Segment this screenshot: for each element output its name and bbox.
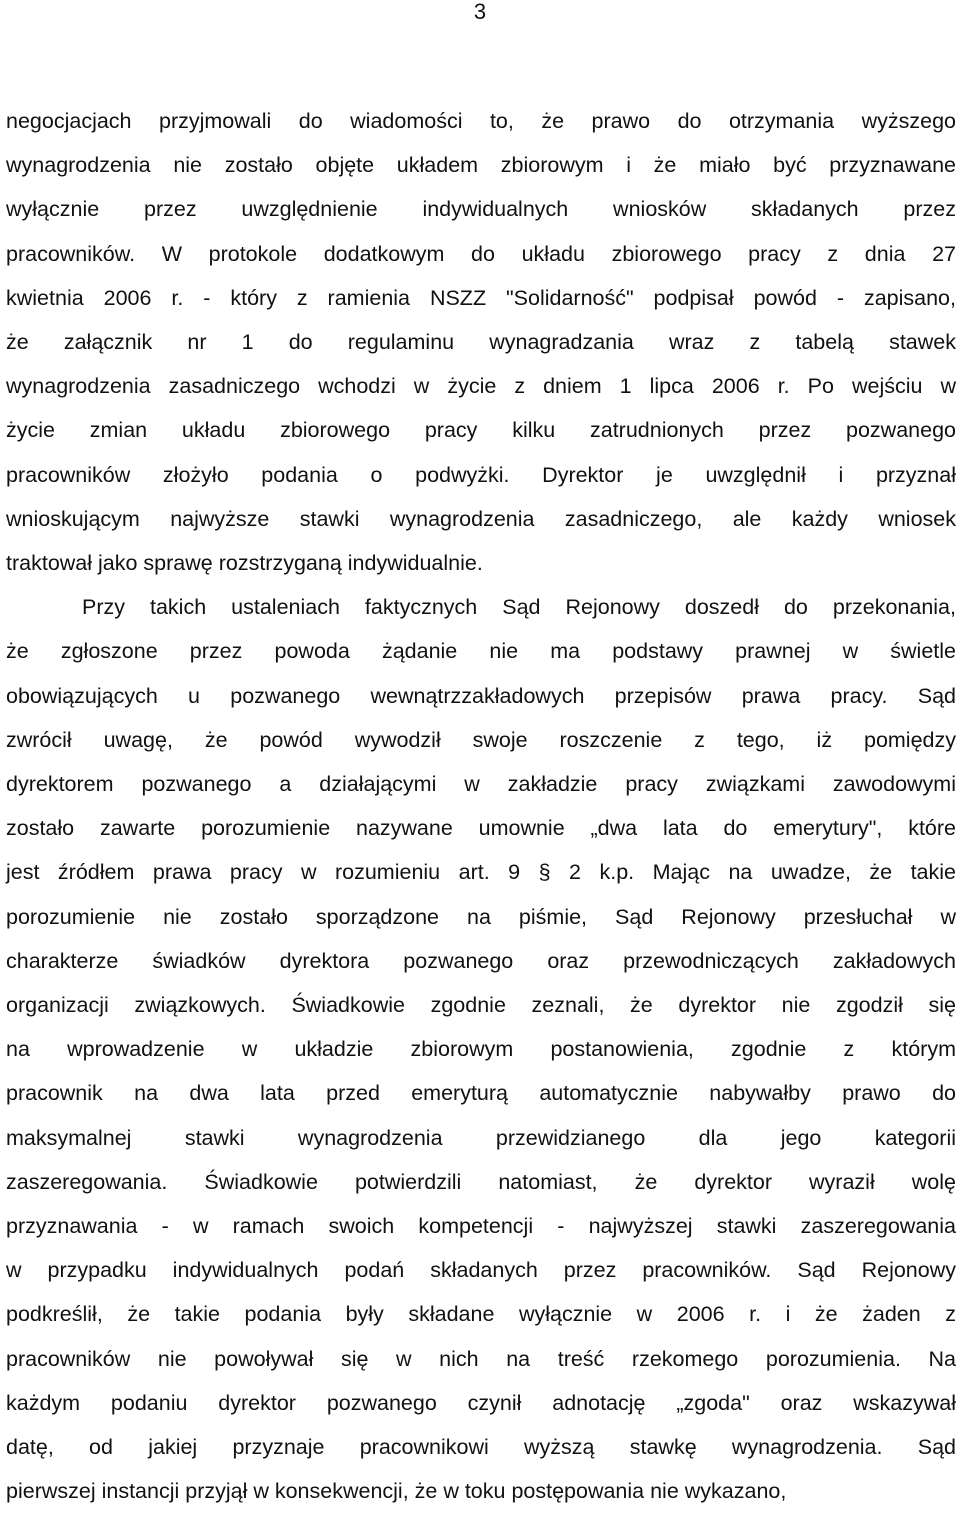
text-line: wyłącznie przez uwzględnienie indywidualnych wniosków składanych przez bbox=[6, 197, 956, 222]
text-line: porozumienie nie zostało sporządzone na piśmie, Sąd Rejonowy przesłuchał w bbox=[6, 904, 956, 929]
text-line: wnioskującym najwyższe stawki wynagrodzenia zasadniczego, ale każdy wniosek bbox=[6, 506, 956, 531]
text-line: pracowników nie powoływał się w nich na treść rzekomego porozumienia. Na bbox=[6, 1346, 956, 1371]
text-line: każdym podaniu dyrektor pozwanego czynił adnotację „zgoda" oraz wskazywał bbox=[6, 1390, 956, 1415]
text-line: że załącznik nr 1 do regulaminu wynagradzania wraz z tabelą stawek bbox=[6, 330, 956, 355]
text-line: wynagrodzenia zasadniczego wchodzi w życie z dniem 1 lipca 2006 r. Po wejściu w bbox=[6, 374, 956, 399]
text-line: w przypadku indywidualnych podań składanych przez pracowników. Sąd Rejonowy bbox=[6, 1258, 956, 1283]
text-line: obowiązujących u pozwanego wewnątrzzakładowych przepisów prawa pracy. Sąd bbox=[6, 683, 956, 708]
text-line: negocjacjach przyjmowali do wiadomości to, że prawo do otrzymania wyższego bbox=[6, 109, 956, 133]
text-line: życie zmian układu zbiorowego pracy kilku zatrudnionych przez pozwanego bbox=[6, 418, 956, 443]
text-line: podkreślił, że takie podania były składane wyłącznie w 2006 r. i że żaden z bbox=[6, 1302, 956, 1327]
text-line: pracowników złożyło podania o podwyżki. Dyrektor je uwzględnił i przyznał bbox=[6, 462, 956, 487]
text-line: że zgłoszone przez powoda żądanie nie ma podstawy prawnej w świetle bbox=[6, 639, 956, 664]
text-line: pierwszej instancji przyjął w konsekwencji, że w toku postępowania nie wykazano, bbox=[6, 1479, 787, 1504]
text-line: jest źródłem prawa pracy w rozumieniu art. 9 § 2 k.p. Mając na uwadze, że takie bbox=[6, 860, 956, 885]
paragraph bbox=[6, 585, 956, 1513]
text-line: wynagrodzenia nie zostało objęte układem zbiorowym i że miało być przyznawane bbox=[6, 153, 956, 178]
text-line: maksymalnej stawki wynagrodzenia przewidzianego dla jego kategorii bbox=[6, 1125, 956, 1150]
page-number: 3 bbox=[473, 0, 487, 24]
text-line: charakterze świadków dyrektora pozwanego oraz przewodniczących zakładowych bbox=[6, 948, 956, 973]
text-line: pracownik na dwa lata przed emeryturą automatycznie nabywałby prawo do bbox=[6, 1081, 956, 1106]
text-line: dyrektorem pozwanego a działającymi w zakładzie pracy związkami zawodowymi bbox=[6, 772, 956, 797]
paragraph bbox=[6, 99, 956, 585]
document-body bbox=[6, 99, 956, 1514]
text-line: Przy takich ustaleniach faktycznych Sąd Rejonowy doszedł do przekonania, bbox=[82, 595, 956, 620]
text-line: zostało zawarte porozumienie nazywane umownie „dwa lata do emerytury", które bbox=[6, 816, 956, 841]
text-line: traktował jako sprawę rozstrzyganą indywidualnie. bbox=[6, 551, 483, 576]
text-line: na wprowadzenie w układzie zbiorowym postanowienia, zgodnie z którym bbox=[6, 1037, 956, 1062]
text-line: kwietnia 2006 r. - który z ramienia NSZZ "Solidarność" podpisał powód - zapisano, bbox=[6, 285, 956, 310]
text-line: przyznawania - w ramach swoich kompetencji - najwyższej stawki zaszeregowania bbox=[6, 1214, 956, 1239]
text-line: zwrócił uwagę, że powód wywodził swoje roszczenie z tego, iż pomiędzy bbox=[6, 727, 956, 752]
text-line: organizacji związkowych. Świadkowie zgodnie zeznali, że dyrektor nie zgodził się bbox=[6, 993, 956, 1018]
text-line: pracowników. W protokole dodatkowym do układu zbiorowego pracy z dnia 27 bbox=[6, 241, 956, 266]
text-line: datę, od jakiej przyznaje pracownikowi wyższą stawkę wynagrodzenia. Sąd bbox=[6, 1435, 956, 1460]
text-line: zaszeregowania. Świadkowie potwierdzili natomiast, że dyrektor wyraził wolę bbox=[6, 1169, 956, 1194]
